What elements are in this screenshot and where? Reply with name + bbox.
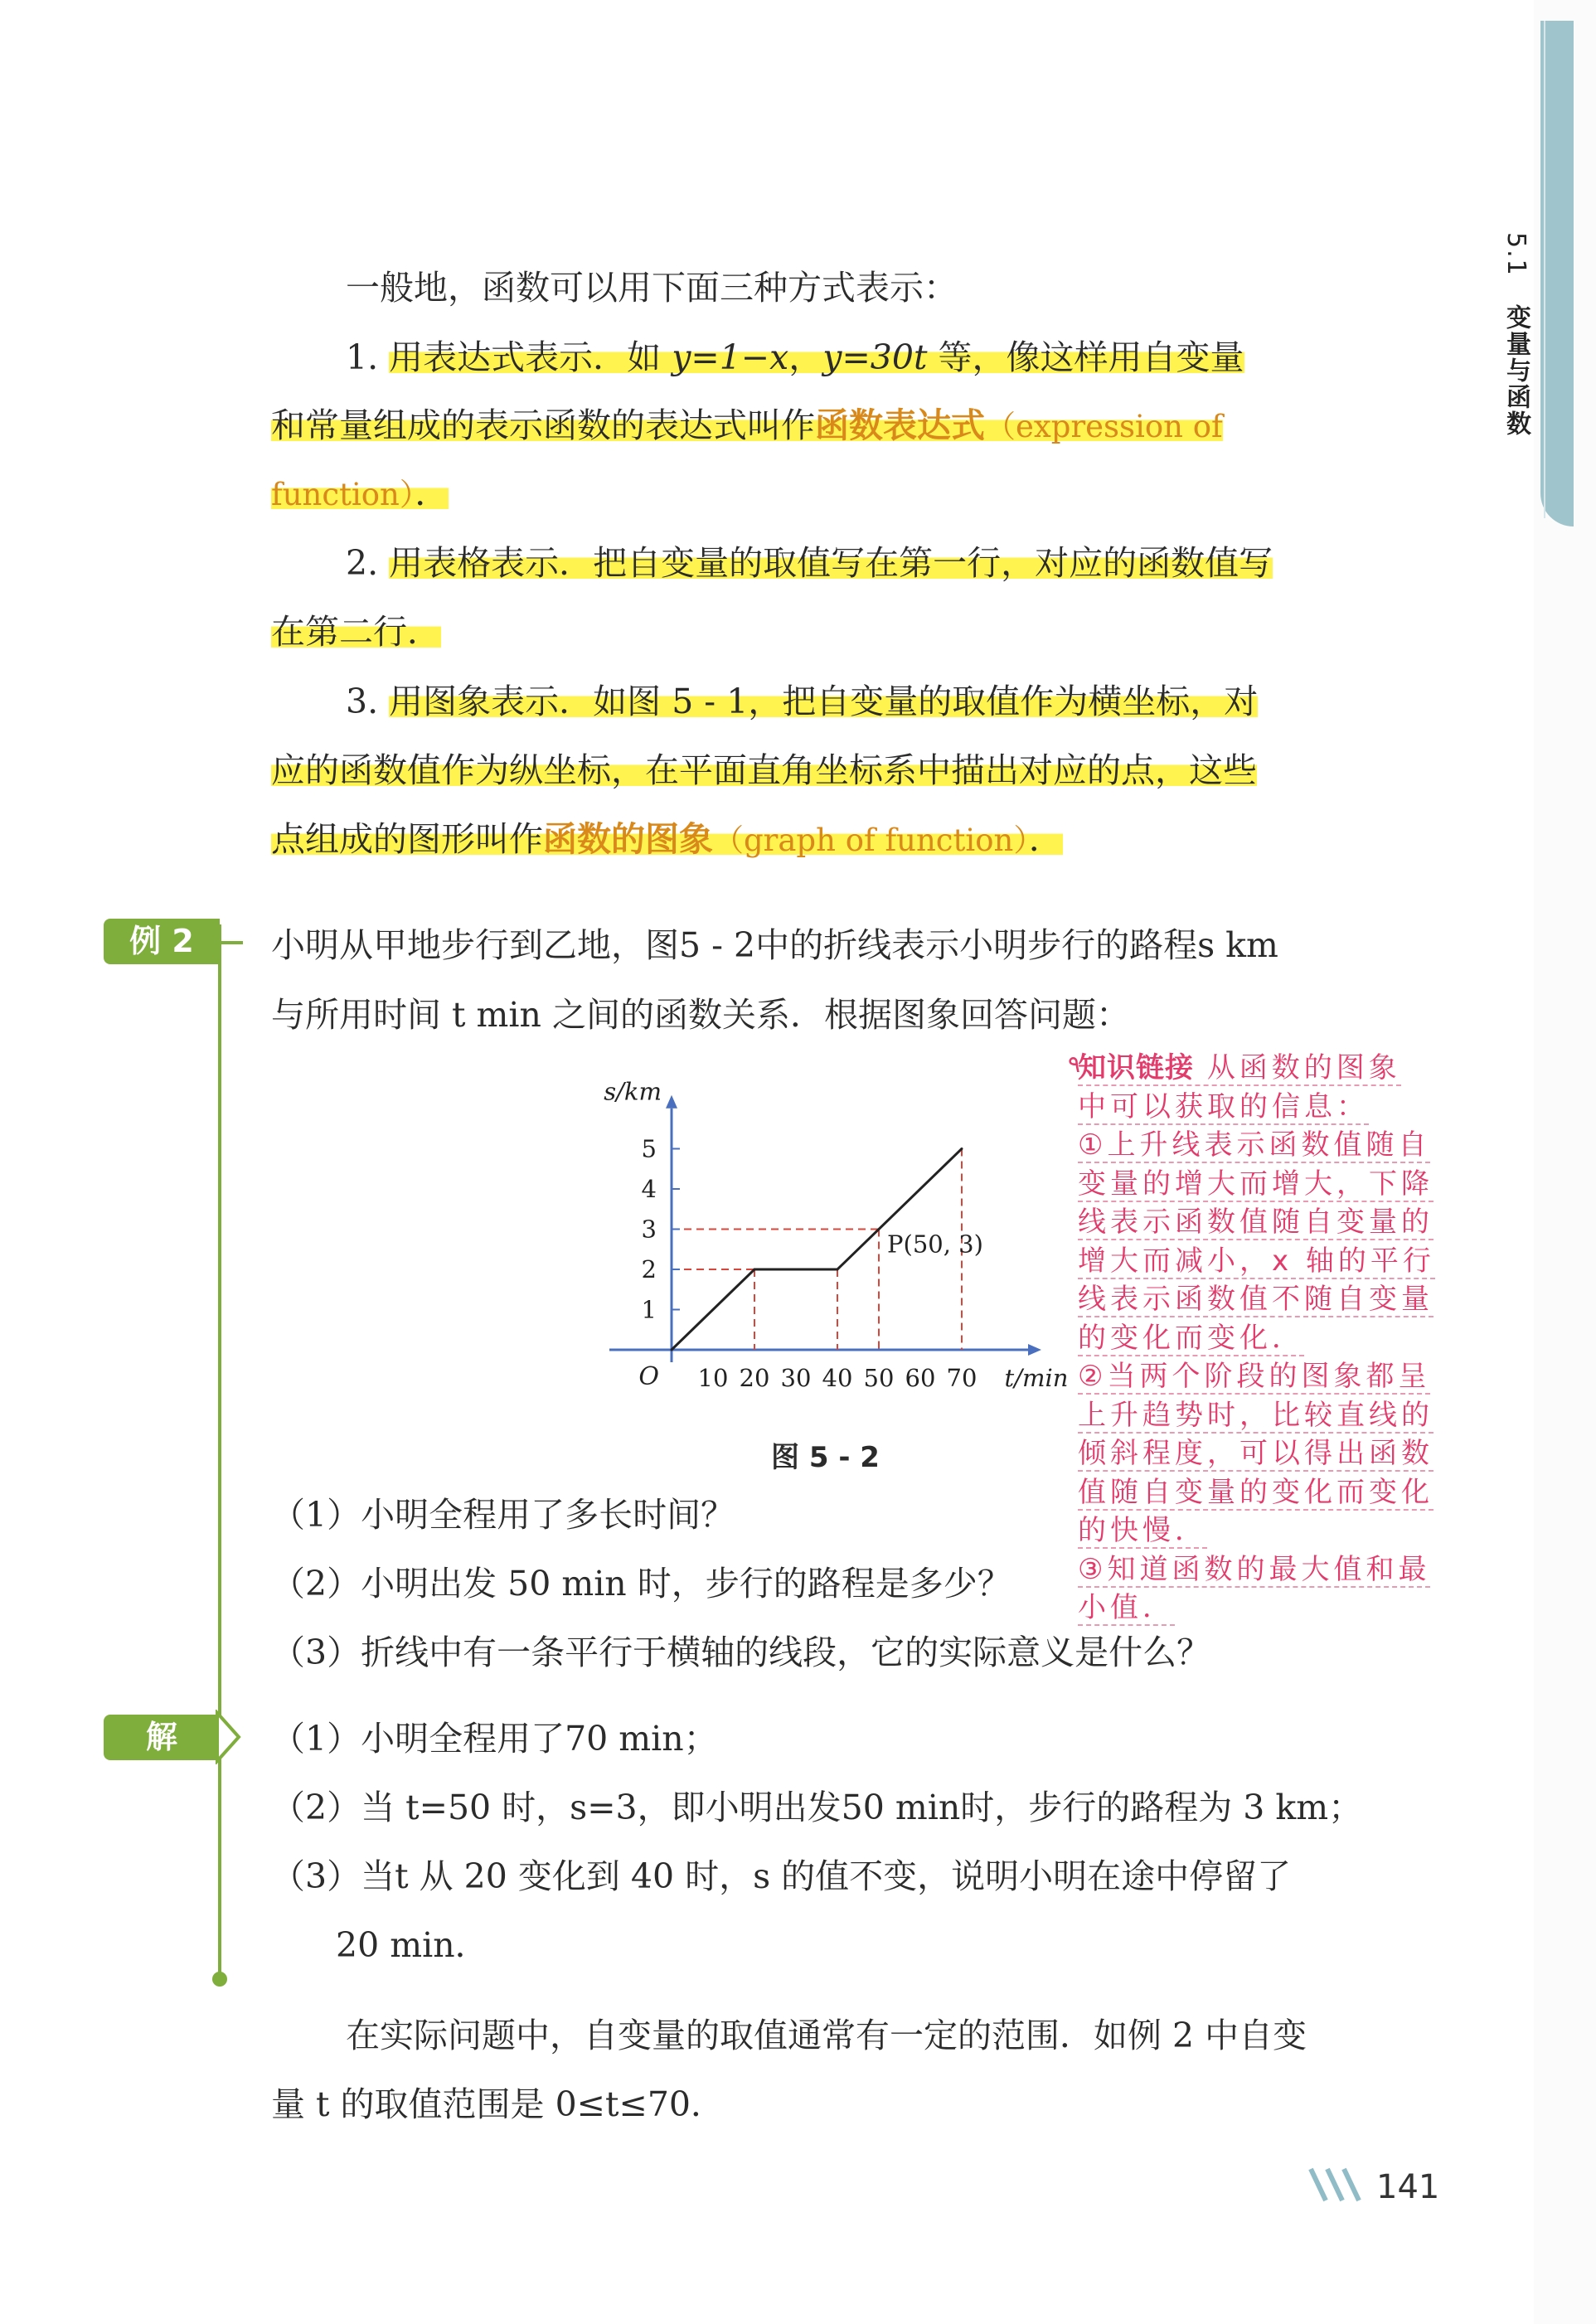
note-line: ③知道函数的最大值和最 [1078, 1552, 1431, 1586]
example-line1: 小明从甲地步行到乙地，图5 - 2中的折线表示小明步行的路程s km [271, 925, 1278, 965]
note-line: 线表示函数值随自变量的 [1078, 1206, 1433, 1239]
x-tick-label: 20 [739, 1364, 770, 1392]
item1-line3 [271, 458, 449, 530]
term-function-expression: 函数表达式 [815, 405, 985, 445]
y-tick-label: 1 [641, 1295, 657, 1324]
page-number: 141 [1376, 2168, 1440, 2206]
item2-text-a: 用表格表示．把自变量的取值写在第一行，对应的函数值写 [389, 543, 1273, 583]
note-line: 值随自变量的变化而变化 [1078, 1475, 1433, 1509]
side-tab-section: 5.1 [1501, 232, 1531, 277]
side-tab-title: 变量与函数 [1501, 304, 1531, 438]
y-tick-label: 2 [641, 1255, 657, 1283]
x-tick-label: 60 [905, 1364, 936, 1392]
series-point [837, 1269, 839, 1271]
example-line2: 与所用时间 t min 之间的函数关系．根据图象回答问题： [271, 995, 1130, 1035]
question-3: （3）折线中有一条平行于横轴的线段，它的实际意义是什么？ [271, 1633, 1211, 1672]
solution-line-4: 20 min． [336, 1925, 489, 1965]
side-tab-divider [1544, 21, 1545, 518]
item2-number: 2. [346, 543, 390, 583]
term-function-graph: 函数的图象 [543, 819, 713, 859]
note-title: 知识链接 [1078, 1051, 1194, 1084]
note-line: 变量的增大而增大，下降 [1078, 1167, 1433, 1201]
x-tick-label: 10 [697, 1364, 729, 1392]
item2-text-b: 在第二行． [271, 612, 441, 652]
graph-s-vs-t [572, 1078, 1070, 1401]
solution-arrow-icon [214, 1710, 242, 1764]
item3-number: 3. [346, 682, 390, 721]
y-tick-label: 4 [641, 1175, 657, 1203]
example-rail [218, 924, 221, 1977]
item1-sep: ， [788, 337, 823, 377]
item1-highlight [389, 337, 1244, 377]
question-2: （2）小明出发 50 min 时，步行的路程是多少？ [271, 1564, 1011, 1604]
series-point [961, 1147, 963, 1150]
chapter-side-tab [1540, 21, 1574, 526]
item3-highlight-3 [271, 819, 1063, 859]
note-line: 线表示函数值不随自变量 [1078, 1283, 1433, 1316]
term-english-2: function） [271, 477, 415, 512]
note-line: 的变化而变化． [1078, 1321, 1304, 1355]
item1-line2 [271, 391, 1223, 462]
item3-end: ． [1028, 819, 1063, 859]
note-line: 中可以获取的信息： [1078, 1089, 1369, 1123]
x-tick-label: 50 [863, 1364, 895, 1392]
knowledge-link-note [1068, 1049, 1451, 1628]
note-line: 倾斜程度，可以得出函数 [1078, 1437, 1433, 1470]
y-tick-label: 3 [641, 1215, 657, 1244]
term-english-3: （graph of function） [713, 822, 1029, 858]
figure-caption: 图 5 - 2 [771, 1441, 880, 1474]
item1-number: 1. [346, 337, 390, 377]
solution-line-3: （3）当t 从 20 变化到 40 时，s 的值不变，说明小明在途中停留了 [271, 1856, 1292, 1896]
side-tab-label [1501, 232, 1534, 437]
example-badge: 例 2 [104, 919, 220, 964]
origin-label: O [638, 1362, 659, 1391]
item1-highlight-3 [271, 473, 449, 513]
note-line: 的快慢． [1078, 1514, 1207, 1547]
solution-line-2: （2）当 t=50 时，s=3，即小明出发50 min时，步行的路程为 3 km； [271, 1788, 1363, 1827]
item1-text-c: 和常量组成的表示函数的表达式叫作 [271, 405, 815, 445]
formula-2: y=30t [822, 337, 928, 377]
series-point [671, 1349, 673, 1351]
solution-badge: 解 [104, 1715, 220, 1760]
note-line: 增大而减小，x 轴的平行 [1078, 1244, 1435, 1278]
item1-text-b: 等，像这样用自变量 [927, 337, 1244, 377]
point-p-label: P(50, 3) [887, 1230, 983, 1259]
solution-line-1: （1）小明全程用了70 min； [271, 1719, 718, 1759]
x-tick-label: 40 [822, 1364, 853, 1392]
item2-line2 [271, 597, 441, 667]
closing-line-1: 在实际问题中，自变量的取值通常有一定的范围．如例 2 中自变 [346, 2016, 1307, 2055]
note-line: 从函数的图象 [1206, 1051, 1401, 1084]
item1-line1 [346, 323, 1244, 392]
note-line: ②当两个阶段的图象都呈 [1078, 1360, 1431, 1393]
item3-line2 [271, 735, 1257, 805]
item1-text-a: 用表达式表示．如 [389, 337, 672, 377]
intro-text: 一般地，函数可以用下面三种方式表示： [346, 268, 958, 308]
note-line: 上升趋势时，比较直线的 [1078, 1398, 1433, 1432]
y-axis-arrow [666, 1095, 677, 1109]
item2-line1 [346, 528, 1273, 598]
x-axis-arrow [1028, 1344, 1041, 1356]
note-line: ①上升线表示函数值随自 [1078, 1128, 1431, 1162]
x-tick-label: 70 [946, 1364, 977, 1392]
series-point [754, 1269, 756, 1271]
item3-text-a: 用图象表示．如图 5 - 1，把自变量的取值作为横坐标，对 [389, 682, 1259, 721]
y-axis-label: s/km [604, 1078, 662, 1106]
y-tick-label: 5 [641, 1134, 657, 1163]
item3-line3 [271, 804, 1063, 876]
x-axis-label: t/min [1004, 1364, 1069, 1392]
x-tick-label: 30 [780, 1364, 812, 1392]
example-rail-end [212, 1972, 227, 1987]
example-rail-tick [218, 941, 243, 944]
item3-text-c: 点组成的图形叫作 [271, 819, 543, 859]
item3-line1 [346, 667, 1258, 736]
note-hook-icon: ٩ [1068, 1050, 1081, 1078]
item1-end: ． [415, 473, 449, 513]
term-english-1: （expression of [985, 409, 1223, 444]
question-1: （1）小明全程用了多长时间？ [271, 1495, 735, 1535]
formula-1: y=1−x [672, 337, 789, 377]
note-line: 小值． [1078, 1591, 1175, 1624]
item1-highlight-2 [271, 405, 1223, 445]
item3-text-b: 应的函数值作为纵坐标，在平面直角坐标系中描出对应的点，这些 [271, 750, 1257, 790]
closing-line-2: 量 t 的取值范围是 0≤t≤70． [271, 2084, 725, 2124]
page-mark-icon [1306, 2166, 1372, 2204]
